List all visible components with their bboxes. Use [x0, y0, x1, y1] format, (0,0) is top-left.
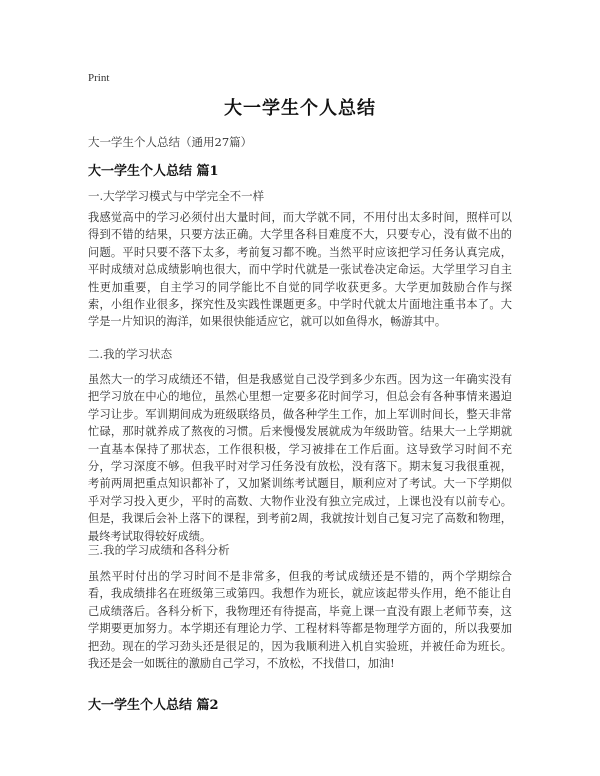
- paragraph-3: 虽然平时付出的学习时间不是非常多，但我的考试成绩还是不错的，两个学期综合看，我成绩排名在班级第三或第四。我想作为班长，就应该起带头作用，绝不能让自己成绩落后。各科分析下，我物理还有待提高，毕竟上课一直没有跟上老师节奏，这学期要更加努力。本学期还有理论力学、工程材料等都是物理学方面的，所以我要加把劲。现在的学习劲头还是很足的，因为我顺利进入机自实验班，并被任命为班长。我还是会一如既往的激励自己学习，不放松，不找借口，加油!: [88, 570, 512, 671]
- section-heading-1: 大一学生个人总结 篇1: [88, 164, 219, 179]
- subheading-2: 二.我的学习状态: [88, 347, 173, 361]
- document-subtitle: 大一学生个人总结（通用27篇）: [88, 135, 253, 149]
- subheading-1: 一.大学学习模式与中学完全不一样: [88, 189, 265, 203]
- subheading-3: 三.我的学习成绩和各科分析: [88, 543, 230, 557]
- paragraph-2: 虽然大一的学习成绩还不错，但是我感觉自己没学到多少东西。因为这一年确实没有把学习放在中心的地位，虽然心里想一定要多花时间学习，但总会有各种事情来遏迫学习让步。军训期间成为班级联络员，做各种学生工作，加上军训时间长，整天非常忙碌，那时就养成了熬夜的习惯。后来慢慢发展就成为年级助管。结果大一上学期就一直基本保持了那状态，工作很积极，学习被排在工作后面。这导致学习时间不充分，学习深度不够。但我平时对学习任务没有放松，没有落下。期末复习我很重视，考前两周把重点知识都补了，又加紧训练考试题目，顺利应对了考试。大一下学期似乎对学习投入更少，平时的高数、大物作业没有独立完成过，上课也没有以前专心。但是，我课后会补上落下的课程，到考前2周，我就按计划自己复习完了高数和物理，最终考试取得较好成绩。: [88, 373, 512, 543]
- paragraph-1: 我感觉高中的学习必须付出大量时间，而大学就不同，不用付出太多时间，照样可以得到不错的结果，只要方法正确。大学里各科目难度不大，只要专心，没有做不出的问题。平时只要不落下太多，考前复习都不晚。当然平时应该把学习任务认真完成，平时成绩对总成绩影响也很大，而中学时代就是一张试卷决定命运。大学里学习自主性更加重要，自主学习的同学能比不自觉的同学收获更多。大学更加鼓励合作与探索，小组作业很多，探究性及实践性课题更多。中学时代就太片面地注重书本了。大学是一片知识的海洋，如果很快能适应它，就可以如鱼得水，畅游其中。: [88, 211, 512, 329]
- section-heading-2: 大一学生个人总结 篇2: [88, 698, 219, 713]
- print-link[interactable]: Print: [88, 72, 110, 84]
- page-title: 大一学生个人总结: [224, 98, 376, 119]
